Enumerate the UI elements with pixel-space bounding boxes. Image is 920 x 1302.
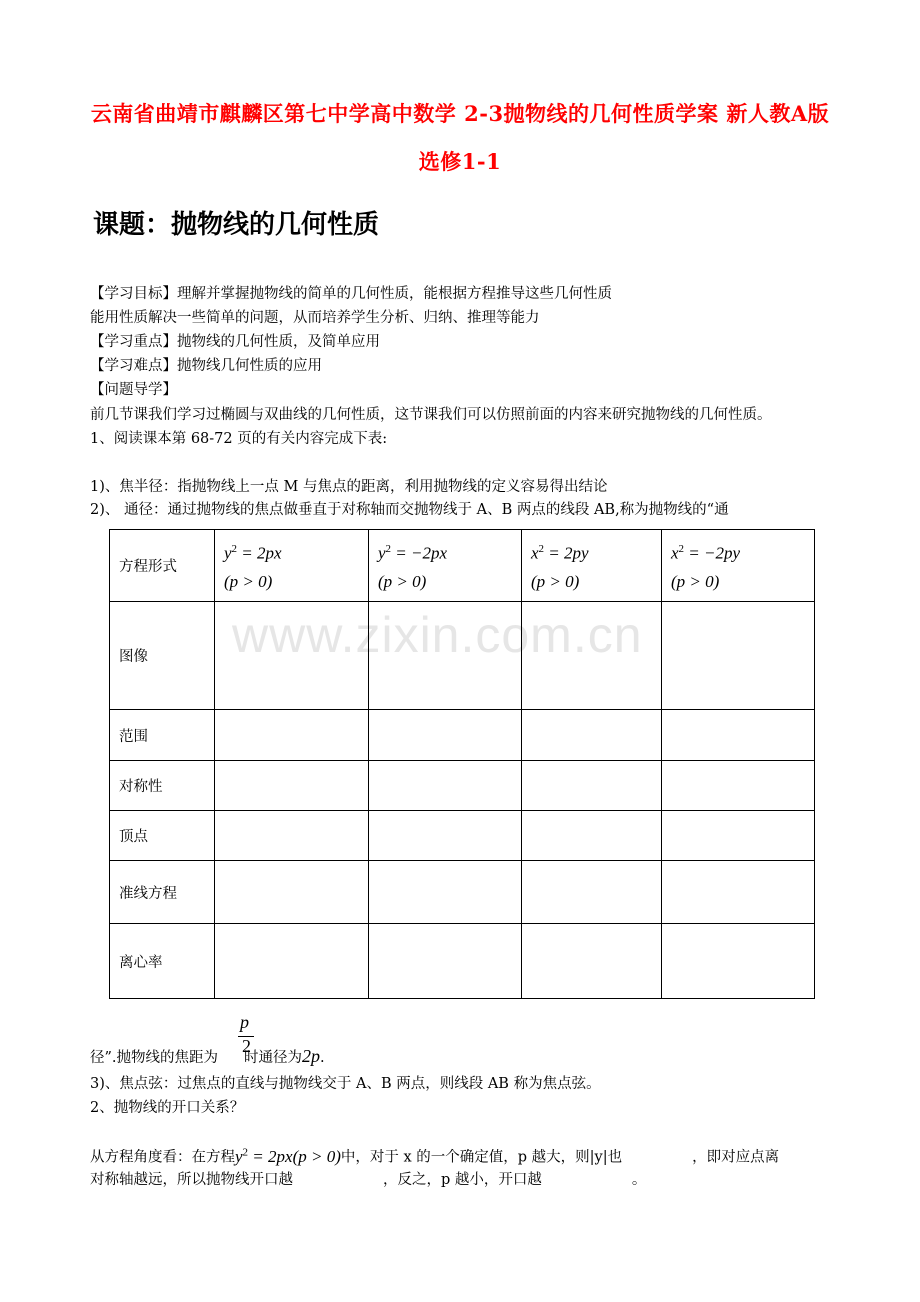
equation-cell-4: $x^2 = -2py$ (p > 0) [662, 530, 815, 602]
table-row [110, 924, 815, 999]
task-1: 1、阅读课本第 68-72 页的有关内容完成下表: [90, 431, 388, 447]
document-title-line2: 选修1-1 [418, 149, 502, 174]
watermark: www.zixin.com.cn [232, 607, 643, 663]
table-row [110, 530, 815, 602]
intro-paragraph: 前几节课我们学习过椭圆与双曲线的几何性质，这节课我们可以仿照前面的内容来研究抛物线的几何性质。 [90, 407, 772, 423]
learning-difficulty: 【学习难点】抛物线几何性质的应用 [90, 358, 322, 374]
row-label-directrix: 准线方程 [110, 861, 215, 924]
table-row [110, 811, 815, 861]
row-label-symmetry: 对称性 [110, 761, 215, 811]
row-label-equation: 方程形式 [110, 530, 215, 602]
learning-focus: 【学习重点】抛物线的几何性质，及简单应用 [90, 334, 380, 350]
focal-distance-line: 径”.抛物线的焦距为 时通径为2p. [90, 1046, 325, 1066]
opening-paragraph-line1: 从方程角度看：在方程$y^2 = 2px(p > 0)$中，对于 x 的一个确定值，p 越大，则|y|也 ，即对应点离 [90, 1146, 780, 1166]
lesson-title: 课题：抛物线的几何性质 [93, 210, 380, 240]
table-row [110, 602, 815, 710]
table-row [110, 710, 815, 761]
equation-cell-3: $x^2 = 2py$ (p > 0) [522, 530, 662, 602]
fraction-numerator: p [240, 1012, 249, 1032]
row-label-vertex: 顶点 [110, 811, 215, 861]
task-2: 2、抛物线的开口关系？ [90, 1100, 245, 1116]
fraction-denominator: 2 [242, 1036, 251, 1056]
learning-goal: 【学习目标】理解并掌握抛物线的简单的几何性质，能根据方程推导这些几何性质 [90, 286, 612, 302]
row-label-graph: 图像 [110, 602, 215, 710]
focal-radius-item: 1)、焦半径：指抛物线上一点 M 与焦点的距离，利用抛物线的定义容易得出结论 [90, 479, 608, 495]
equation-cell-1: $y^2 = 2px$ (p > 0) [215, 530, 369, 602]
opening-paragraph-line2: 对称轴越远，所以抛物线开口越 ，反之，p 越小，开口越 。 [90, 1172, 647, 1188]
row-label-range: 范围 [110, 710, 215, 761]
equation-cell-2: $y^2 = -2px$ (p > 0) [369, 530, 522, 602]
latus-rectum-item: 2)、 通径：通过抛物线的焦点做垂直于对称轴而交抛物线于 A、B 两点的线段 AB,称为抛物线的“通 [90, 502, 729, 518]
row-label-eccentricity: 离心率 [110, 924, 215, 999]
properties-table [109, 529, 815, 999]
document-title-line1: 云南省曲靖市麒麟区第七中学高中数学 2-3抛物线的几何性质学案 新人教A版 [90, 101, 830, 126]
learning-goal-continued: 能用性质解决一些简单的问题，从而培养学生分析、归纳、推理等能力 [90, 310, 540, 326]
table-row [110, 761, 815, 811]
problem-guide-heading: 【问题导学】 [90, 382, 177, 398]
focal-chord-item: 3)、焦点弦：过焦点的直线与抛物线交于 A、B 两点，则线段 AB 称为焦点弦。 [90, 1076, 601, 1092]
table-row [110, 861, 815, 924]
